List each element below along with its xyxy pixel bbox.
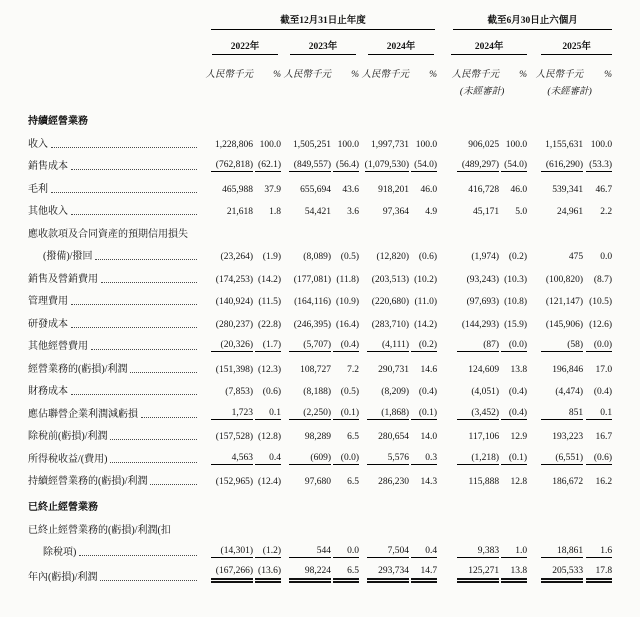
income-statement-table [28,12,612,587]
percent-cell: (12.8) [258,432,281,442]
dot-leader [141,417,197,418]
percent-cell: 4.9 [425,207,438,217]
label-column-spacer [28,30,203,55]
amount-cell: (121,147) [545,297,584,307]
unaudited-note: (未經審計) [547,87,592,97]
amount-cell: (616,290) [527,154,583,177]
table-row [28,311,612,334]
percent-cell: (0.0) [583,334,612,357]
percent-cell: 100.0 [337,139,359,150]
percent-cell: (0.1) [409,401,437,424]
unit-header: 人民幣千元 [283,70,331,80]
amount-cell: 18,861 [527,540,583,563]
year-column [203,30,281,55]
percent-cell: 0.1 [253,401,281,424]
table-row [28,154,612,177]
table-row [28,289,612,312]
amount-cell: (20,326) [203,334,253,357]
percent-cell: (0.5) [340,252,359,262]
row-label: (撥備)/撥回 [28,244,203,267]
year-column [281,30,359,55]
dot-leader [71,169,197,170]
dot-leader [71,394,197,395]
amount-cell: 54,421 [304,207,331,217]
unit-header: 人民幣千元 [205,70,253,80]
percent-cell: (0.2) [508,252,528,262]
row-label: 持續經營業務的(虧損)/利潤 [28,469,203,492]
percent-cell: 14.3 [420,477,438,487]
percent-cell: (53.3) [583,154,612,177]
percent-cell: 46.0 [420,184,438,195]
amount-cell: 196,846 [552,364,584,375]
amount-cell: 1,155,631 [545,139,584,150]
label-column-spacer [28,12,203,30]
percent-cell: (16.4) [336,319,359,330]
year-header: 2024年 [368,30,434,55]
table-row [28,424,612,447]
amount-cell: (97,693) [466,297,500,307]
percent-header: % [273,70,281,80]
amount-cell: 9,383 [437,540,499,563]
amount-cell: (220,680) [371,297,409,307]
amount-cell: 98,224 [281,562,331,587]
amount-cell: (140,924) [215,297,253,307]
percent-cell: 16.7 [595,432,613,442]
amount-cell: (3,452) [437,401,499,424]
percent-cell: (11.8) [336,274,359,285]
percent-cell: 46.7 [595,184,613,195]
percent-cell: 14.6 [420,364,438,375]
amount-cell: (1,868) [359,401,409,424]
amount-cell: (2,250) [281,401,331,424]
dot-leader [91,349,197,350]
row-label: 其他收入 [28,199,203,222]
unit-row [28,55,612,80]
percent-cell: 0.4 [409,540,437,563]
empty-cells [203,105,612,131]
row-label: 其他經營費用 [28,334,203,357]
amount-cell: (23,264) [220,252,253,262]
percent-cell: (0.6) [418,252,438,262]
amount-cell: 416,728 [468,184,500,195]
table-row [28,176,612,199]
percent-cell: (10.5) [589,297,613,307]
percent-cell: (1.7) [253,334,281,357]
percent-cell: (8.7) [593,274,613,285]
dot-leader [110,462,197,463]
period-group-header: 截至12月31日止年度 [211,12,435,30]
interim-period-group [437,12,612,30]
amount-cell: (152,965) [215,477,253,487]
percent-cell: (13.6) [253,562,281,587]
dot-leader [101,282,197,283]
row-label: 毛利 [28,176,203,199]
amount-cell: (58) [527,334,583,357]
amount-cell: 475 [568,252,584,262]
percent-cell: 16.2 [595,477,613,487]
percent-cell: 13.8 [499,562,527,587]
table-row [28,562,612,587]
amount-cell: 45,171 [472,207,500,217]
amount-cell: 97,680 [304,477,331,487]
amount-cell: (145,906) [545,319,584,330]
percent-cell: (54.0) [409,154,437,177]
amount-cell: (4,051) [471,387,500,397]
amount-cell: 851 [527,401,583,424]
percent-cell: (54.0) [499,154,527,177]
amount-cell: (8,209) [381,387,409,397]
percent-cell: (11.0) [414,297,438,307]
percent-cell: 43.6 [342,184,359,195]
row-label: 應收款項及合同資產的預期信用損失 [28,228,188,240]
amount-cell: (489,297) [437,154,499,177]
amount-cell: (174,253) [215,274,253,285]
period-group-row [28,12,612,30]
dot-leader [71,214,197,215]
year-header: 2025年 [541,30,612,55]
empty-cells [203,221,612,244]
percent-cell: 0.4 [253,446,281,469]
amount-cell: (87) [437,334,499,357]
dot-leader [79,555,197,556]
amount-cell: (7,853) [225,387,253,397]
label-column-spacer [28,55,203,80]
percent-cell: (0.5) [340,387,359,397]
unaudited-note: (未經審計) [459,87,505,97]
amount-cell: (5,707) [281,334,331,357]
row-label: 除稅項) [28,540,203,563]
annual-period-group [203,12,437,30]
dot-leader [150,484,197,485]
percent-cell: 0.3 [409,446,437,469]
dot-leader [51,192,197,193]
percent-cell: (10.9) [336,297,359,307]
section-label: 已終止經營業務 [28,502,98,513]
percent-cell: (22.8) [258,319,281,330]
amount-cell: (100,820) [545,274,584,285]
year-header: 2022年 [212,30,278,55]
label-column-spacer [28,80,203,105]
amount-cell: (609) [281,446,331,469]
amount-cell: 1,228,806 [215,139,253,150]
row-label: 收入 [28,131,203,154]
unit-header: 人民幣千元 [361,70,409,80]
amount-cell: 655,694 [300,184,331,195]
amount-cell: 918,201 [378,184,409,195]
percent-cell: 1.0 [499,540,527,563]
amount-cell: 124,609 [468,364,500,375]
amount-cell: (1,218) [437,446,499,469]
amount-cell: (177,081) [293,274,331,285]
percent-cell: 100.0 [415,139,438,150]
amount-cell: 205,533 [527,562,583,587]
percent-cell: (10.3) [504,274,528,285]
percent-cell: (0.0) [331,446,359,469]
percent-cell: (10.2) [414,274,438,285]
percent-cell: (12.6) [589,319,613,330]
year-column [359,30,437,55]
amount-cell: (164,116) [294,297,331,307]
dot-leader [71,304,197,305]
row-label: 所得稅收益/(費用) [28,446,203,469]
amount-cell: (849,557) [281,154,331,177]
percent-cell: 6.5 [347,432,359,442]
row-label: 應佔聯營企業利潤減虧損 [28,401,203,424]
amount-cell: 21,618 [226,207,253,217]
table-row [28,540,612,563]
percent-cell: (11.5) [258,297,281,307]
amount-cell: (157,528) [215,432,253,442]
percent-cell: (0.6) [262,387,281,397]
section-label: 持續經營業務 [28,116,88,127]
table-header [28,12,612,105]
percent-header: % [429,70,438,80]
row-label: 財務成本 [28,379,203,402]
percent-header: % [604,70,613,80]
percent-cell: (56.4) [331,154,359,177]
percent-cell: (1.2) [253,540,281,563]
percent-cell: (12.4) [258,477,281,487]
dot-leader [51,147,197,148]
dot-leader [130,372,197,373]
percent-cell: (0.2) [409,334,437,357]
amount-cell: (4,474) [555,387,584,397]
dot-leader [95,259,197,260]
dot-leader [110,439,197,440]
amount-cell: (280,237) [215,319,253,330]
percent-cell: (10.8) [504,297,528,307]
percent-cell: (0.4) [499,401,527,424]
percent-cell: 100.0 [590,139,613,150]
row-label: 研發成本 [28,311,203,334]
year-row [28,30,612,55]
amount-cell: 293,734 [359,562,409,587]
note-spacer [203,80,437,105]
percent-cell: 1.8 [269,207,281,217]
unaudited-note-row [28,80,612,105]
percent-cell: (15.9) [504,319,528,330]
percent-cell: (12.3) [258,364,281,375]
amount-cell: 125,271 [437,562,499,587]
table-row [28,379,612,402]
percent-cell: 37.9 [264,184,281,195]
amount-cell: 108,727 [300,364,331,375]
table-row [28,105,612,131]
amount-cell: 98,289 [304,432,331,442]
percent-cell: (0.4) [331,334,359,357]
percent-cell: 17.8 [583,562,612,587]
year-header: 2024年 [451,30,527,55]
amount-cell: 1,997,731 [371,139,409,150]
amount-cell: 193,223 [552,432,584,442]
amount-cell: (203,513) [371,274,409,285]
amount-cell: (1,974) [471,252,500,262]
amount-cell: 290,731 [378,364,409,375]
year-column [437,30,527,55]
percent-cell: 14.7 [409,562,437,587]
percent-cell: 12.9 [510,432,528,442]
amount-cell: 1,723 [203,401,253,424]
amount-cell: (4,111) [359,334,409,357]
amount-cell: (8,188) [303,387,331,397]
amount-cell: 186,672 [552,477,584,487]
percent-cell: 100.0 [259,139,281,150]
amount-cell: (167,266) [203,562,253,587]
table-row [28,469,612,492]
amount-cell: 539,341 [552,184,584,195]
amount-cell: (151,398) [215,364,253,375]
amount-cell: (6,551) [527,446,583,469]
amount-cell: 97,364 [382,207,409,217]
table-row [28,334,612,357]
amount-cell: (762,818) [203,154,253,177]
year-header: 2023年 [290,30,356,55]
percent-cell: 6.5 [347,477,359,487]
percent-cell: (0.4) [418,387,438,397]
percent-cell: 0.1 [583,401,612,424]
amount-cell: 286,230 [378,477,409,487]
percent-cell: (0.6) [583,446,612,469]
row-label: 已終止經營業務的(虧損)/利潤(扣 [28,524,171,536]
percent-cell: 5.0 [515,207,528,217]
amount-cell: 4,563 [203,446,253,469]
percent-cell: (0.1) [331,401,359,424]
table-row [28,491,612,517]
percent-cell: 0.0 [600,252,613,262]
amount-cell: 5,576 [359,446,409,469]
table-row [28,517,612,540]
table-row [28,356,612,379]
percent-cell: (14.2) [258,274,281,285]
row-label: 銷售及營銷費用 [28,266,203,289]
row-label: 管理費用 [28,289,203,312]
table-row [28,401,612,424]
amount-cell: 115,888 [468,477,500,487]
unit-header: 人民幣千元 [535,70,584,80]
percent-cell: 0.0 [331,540,359,563]
percent-cell: 6.5 [331,562,359,587]
table-row [28,266,612,289]
amount-cell: 544 [281,540,331,563]
percent-cell: (0.1) [499,446,527,469]
percent-cell: 2.2 [600,207,613,217]
percent-cell: (62.1) [253,154,281,177]
dot-leader [100,580,197,581]
row-label: 經營業務的(虧損)/利潤 [28,356,203,379]
period-group-header: 截至6月30日止六個月 [453,12,612,30]
table-row [28,244,612,267]
year-column [527,30,612,55]
amount-cell: (246,395) [293,319,331,330]
row-label: 除稅前(虧損)/利潤 [28,424,203,447]
percent-cell: (1.9) [262,252,281,262]
percent-cell: 13.8 [510,364,528,375]
percent-header: % [519,70,528,80]
table-body [28,105,612,587]
percent-cell: 17.0 [595,364,613,375]
percent-cell: 12.8 [510,477,528,487]
amount-cell: (93,243) [466,274,500,285]
amount-cell: 1,505,251 [293,139,331,150]
amount-cell: (144,293) [461,319,500,330]
amount-cell: 906,025 [468,139,500,150]
amount-cell: (14,301) [203,540,253,563]
percent-cell: 100.0 [505,139,528,150]
amount-cell: 465,988 [222,184,253,195]
percent-cell: (0.4) [593,387,613,397]
table-row [28,199,612,222]
row-label: 年內(虧損)/利潤 [28,562,203,587]
percent-cell: (0.0) [499,334,527,357]
percent-cell: 14.0 [420,432,438,442]
amount-cell: (8,089) [303,252,331,262]
percent-header: % [351,70,359,80]
empty-cells [203,517,612,540]
table-row [28,131,612,154]
amount-cell: (12,820) [376,252,409,262]
unit-header: 人民幣千元 [451,70,500,80]
amount-cell: (283,710) [371,319,409,330]
amount-cell: 280,654 [378,432,409,442]
empty-cells [203,491,612,517]
dot-leader [71,327,197,328]
percent-cell: (0.4) [508,387,528,397]
amount-cell: 7,504 [359,540,409,563]
table-row [28,446,612,469]
table-row [28,221,612,244]
percent-cell: 3.6 [347,207,359,217]
percent-cell: 46.0 [510,184,528,195]
percent-cell: 7.2 [347,364,359,375]
percent-cell: (14.2) [414,319,438,330]
amount-cell: 117,106 [468,432,500,442]
row-label: 銷售成本 [28,154,203,177]
amount-cell: 24,961 [556,207,584,217]
amount-cell: (1,079,530) [364,160,409,170]
percent-cell: 1.6 [583,540,612,563]
